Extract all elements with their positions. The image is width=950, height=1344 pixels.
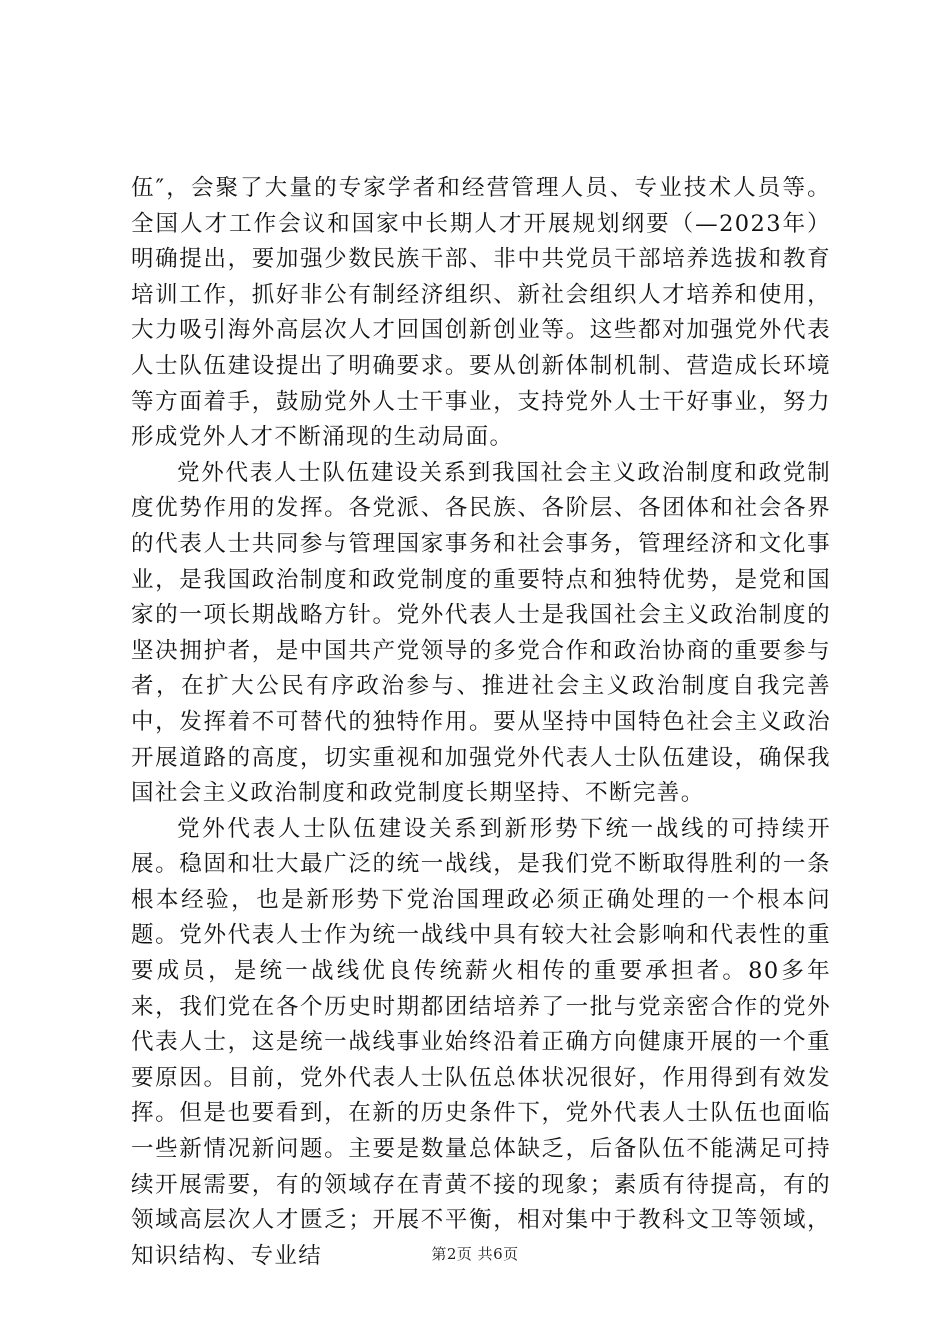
paragraph-united-front: 党外代表人士队伍建设关系到新形势下统一战线的可持续开展。稳固和壮大最广泛的统一战线，是我们党不断取得胜利的一条根本经验，也是新形势下党治国理政必须正确处理的一个根本问题。党外代表人士作为统一战线中具有较大社会影响和代表性的重要成员，是统一战线优良传统薪火相传的重要承担者。80多年来，我们党在各个历史时期都团结培养了一批与党亲密合作的党外代表人士，这是统一战线事业始终沿着正确方向健康开展的一个重要原因。目前，党外代表人士队伍总体状况很好，作用得到有效发挥。但是也要看到，在新的历史条件下，党外代表人士队伍也面临一些新情况新问题。主要是数量总体缺乏，后备队伍不能满足可持续开展需要，有的领域存在青黄不接的现象；素质有待提高，有的领域高层次人才匮乏；开展不平衡，相对集中于教科文卫等领域，知识结构、专业结 [131, 815, 831, 1269]
document-body [131, 171, 831, 1274]
paragraph-continued: 伍″，会聚了大量的专家学者和经营管理人员、专业技术人员等。全国人才工作会议和国家中长期人才开展规划纲要（—2023年）明确提出，要加强少数民族干部、非中共党员干部培养选拔和教育培训工作，抓好非公有制经济组织、新社会组织人才培养和使用，大力吸引海外高层次人才回国创新创业等。这些都对加强党外代表人士队伍建设提出了明确要求。要从创新体制机制、营造成长环境等方面着手，鼓励党外人士干事业，支持党外人士干好事业，努力形成党外人才不断涌现的生动局面。 [131, 175, 831, 451]
paragraph-political-system: 党外代表人士队伍建设关系到我国社会主义政治制度和政党制度优势作用的发挥。各党派、各民族、各阶层、各团体和社会各界的代表人士共同参与管理国家事务和社会事务，管理经济和文化事业，是我国政治制度和政党制度的重要特点和独特优势，是党和国家的一项长期战略方针。党外代表人士是我国社会主义政治制度的坚决拥护者，是中国共产党领导的多党合作和政治协商的重要参与者，在扩大公民有序政治参与、推进社会主义政治制度自我完善中，发挥着不可替代的独特作用。要从坚持中国特色社会主义政治开展道路的高度，切实重视和加强党外代表人士队伍建设，确保我国社会主义政治制度和政党制度长期坚持、不断完善。 [131, 459, 831, 807]
page-number-footer: 第2页 共6页 [431, 1245, 519, 1263]
